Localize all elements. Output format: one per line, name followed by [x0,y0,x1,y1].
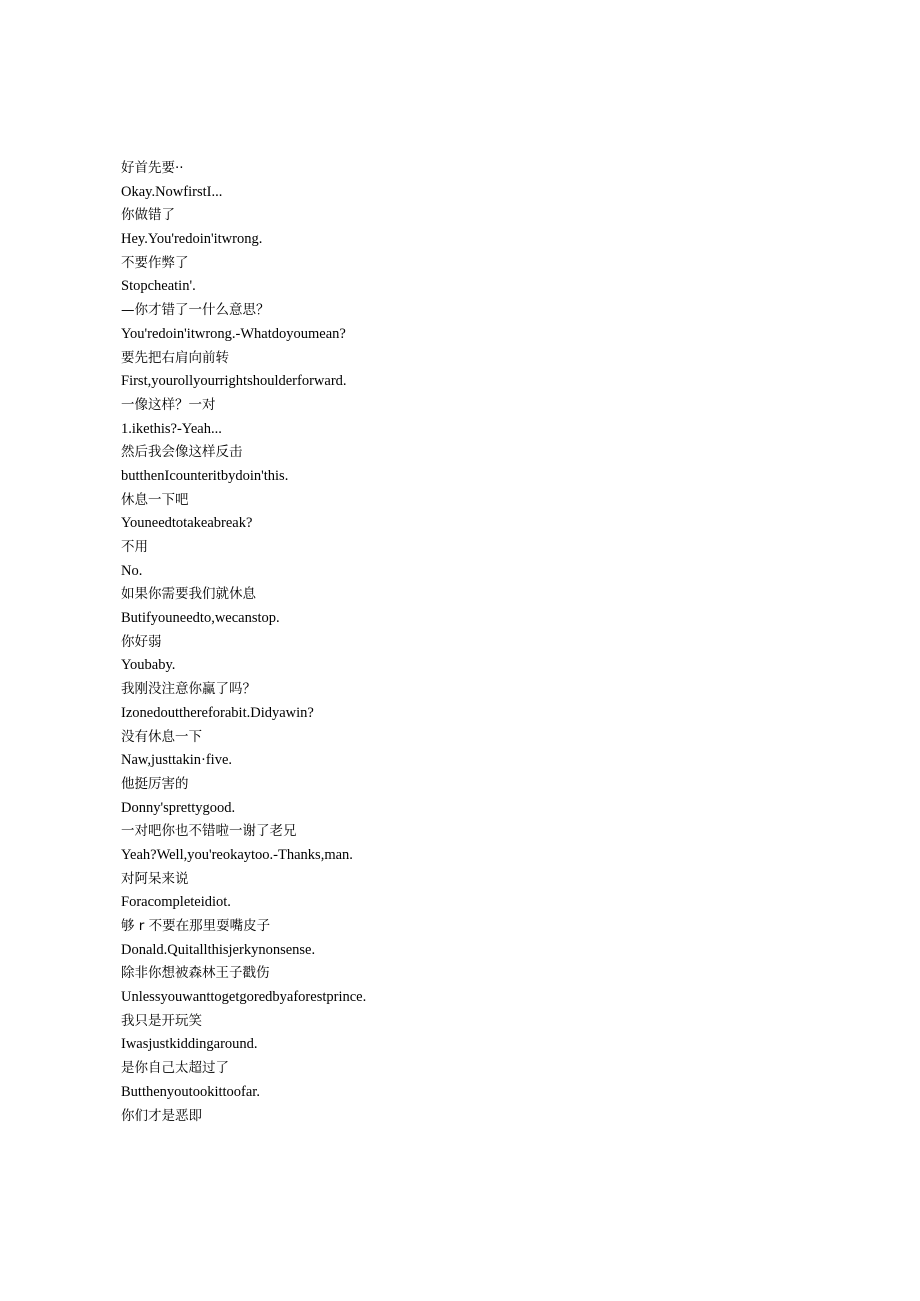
transcript-line: 够 r 不要在那里耍嘴皮子 [121,918,271,934]
transcript-line: 1.ikethis?-Yeah... [121,420,222,437]
transcript-line: Hey.You'redoin'itwrong. [121,231,263,248]
transcript-line: Unlessyouwanttogetgoredbyaforestprince. [121,989,367,1006]
transcript-line: Naw,justtakin·five. [121,752,233,769]
transcript-line: 休息一下吧 [121,491,189,508]
transcript-line: —你才错了一什么意思？ [121,302,270,319]
transcript-line: 是你自己太超过了 [121,1060,229,1077]
transcript-line: Izonedoutthereforabit.Didyawin? [121,704,314,721]
transcript-line: Stopcheatin'. [121,278,196,295]
transcript-line: 你们才是恶即 [121,1107,202,1124]
transcript-line: Youneedtotakeabreak? [121,515,253,532]
transcript-line: 要先把右肩向前转 [121,349,229,366]
transcript-line: 一对吧你也不错啦一谢了老兄 [121,823,297,840]
transcript-line: No. [121,562,143,579]
transcript-line: 不用 [121,539,148,555]
transcript-line: Okay.NowfirstI... [121,183,223,200]
transcript-line: Donny'sprettygood. [121,799,236,816]
subtitle-transcript [121,157,841,1128]
transcript-line: 没有休息一下 [121,728,202,745]
transcript-line: butthenIcounteritbydoin'this. [121,467,289,484]
transcript-line: Youbaby. [121,657,176,674]
transcript-line: Foracompleteidiot. [121,894,231,911]
transcript-line: 如果你需要我们就休息 [121,586,256,603]
transcript-line: Donald.Quitallthisjerkynonsense. [121,941,316,958]
transcript-line: 我只是开玩笑 [121,1012,202,1029]
transcript-line: 除非你想被森林王子戳伤 [121,965,270,982]
transcript-line: 然后我会像这样反击 [121,444,243,461]
transcript-line: Yeah?Well,you'reokaytoo.-Thanks,man. [121,846,353,863]
transcript-line: You'redoin'itwrong.-Whatdoyoumean? [121,325,346,342]
transcript-line: Iwasjustkiddingaround. [121,1036,258,1053]
transcript-line: First,yourollyourrightshoulderforward. [121,373,347,390]
transcript-line: Butthenyoutookittoofar. [121,1083,260,1100]
transcript-line: 你做错了 [121,207,175,224]
transcript-line: 不要作弊了 [121,254,189,271]
transcript-line: 他挺厉害的 [121,775,189,792]
transcript-line: Butifyouneedto,wecanstop. [121,610,280,627]
transcript-line: 对阿呆来说 [121,870,189,887]
transcript-line: 一像这样？一对 [121,396,216,413]
transcript-line: 好首先要·· [121,160,184,176]
transcript-line: 你好弱 [121,633,162,650]
transcript-line: 我刚没注意你赢了吗？ [121,681,256,698]
